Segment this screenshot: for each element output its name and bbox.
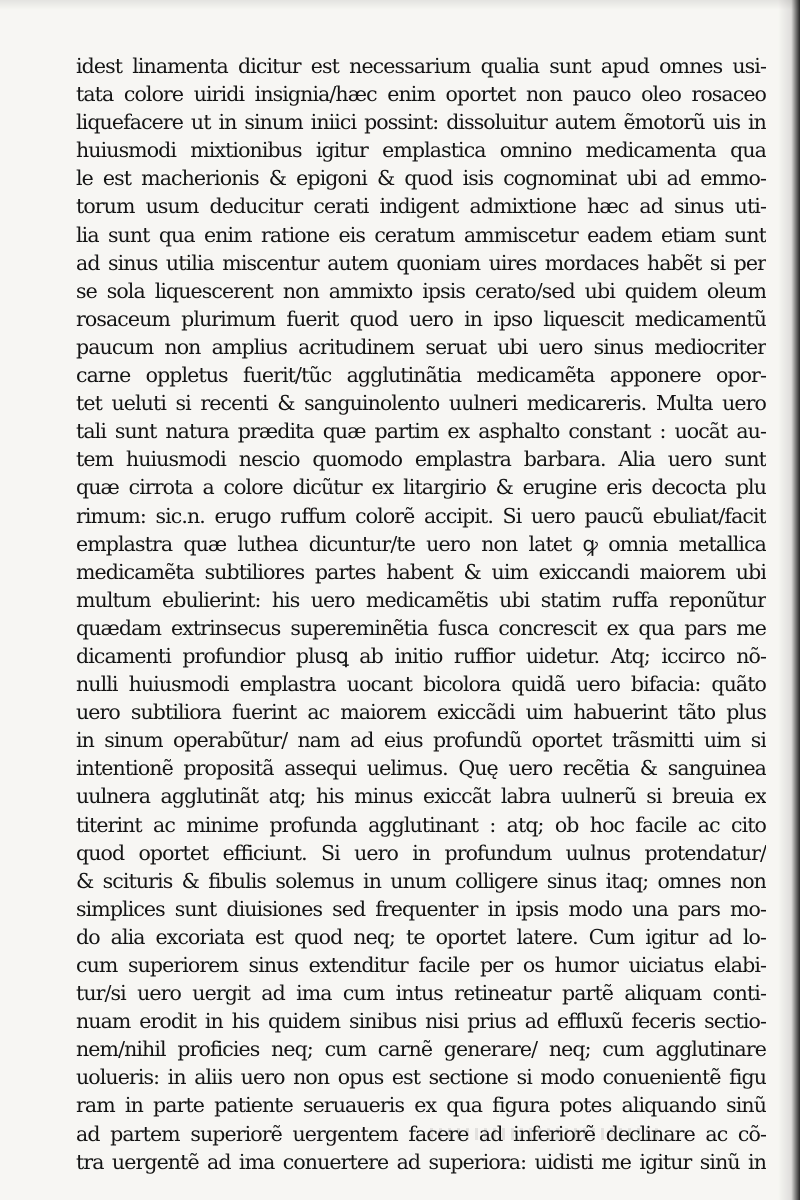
text-line: dicamenti profundior plusꝗ ab initio ruffior uidetur. Atq; iccirco nõ- (76, 643, 766, 668)
text-line: in sinum operabũtur/ nam ad eius profundũ oportet trãsmitti uim si (76, 728, 766, 753)
text-line: rimum: sic.n. erugo ruffum colorẽ accipit. Si uero paucũ ebuliat/facit (76, 503, 766, 528)
text-line: do alia excoriata est quod neq; te oportet latere. Cum igitur ad lo- (76, 924, 766, 949)
text-line: torum usum deducitur cerati indigent admixtione hæc ad sinus uti- (76, 194, 766, 219)
text-line: medicamẽta subtiliores partes habent & uim exiccandi maiorem ubi (76, 559, 766, 584)
text-line: le est macherionis & epigoni & quod isis cognominat ubi ad emmo- (76, 166, 766, 191)
text-line: intentionẽ propositã assequi uelimus. Quę uero recẽtia & sanguinea (76, 756, 766, 781)
text-line: tali sunt natura prædita quæ partim ex asphalto constant : uocãt au- (76, 419, 766, 444)
text-line: ad sinus utilia miscentur autem quoniam uires mordaces habẽt si per (76, 250, 766, 275)
text-line: nem/nihil proficies neq; cum carnẽ generare/ neq; cum agglutinare (76, 1037, 766, 1062)
text-body (76, 52, 766, 1176)
page-gutter-shadow (778, 0, 800, 1200)
text-line: cum superiorem sinus extenditur facile per os humor uiciatus elabi- (76, 953, 766, 977)
text-line: simplices sunt diuisiones sed frequenter in ipsis modo una pars mo- (76, 896, 766, 921)
bleed-through-mark (430, 1128, 660, 1140)
text-line: ram in parte patiente seruaueris ex qua figura potes aliquando sinũ (76, 1093, 766, 1118)
text-line: emplastra quæ luthea dicuntur/te uero non latet ꝙ omnia metallica (76, 531, 766, 556)
text-line: tem huiusmodi nescio quomodo emplastra barbara. Alia uero sunt (76, 447, 766, 472)
page-top-shadow (0, 0, 800, 10)
text-line: carne oppletus fuerit/tũc agglutinãtia medicamẽta apponere opor- (76, 363, 766, 388)
text-line: titerint ac minime profunda agglutinant : atq; ob hoc facile ac cito (76, 812, 766, 837)
text-line: uero subtiliora fuerint ac maiorem exiccãdi uim habuerint tãto plus (76, 700, 766, 725)
text-line: uulnera agglutinãt atq; his minus exiccãt labra uulnerũ si breuia ex (76, 784, 766, 809)
text-line: lia sunt qua enim ratione eis ceratum ammiscetur eadem etiam sunt (76, 222, 766, 247)
text-line: ad partem superiorẽ uergentem facere ad inferiorẽ declinare ac cõ- (76, 1121, 766, 1146)
text-line: quod oportet efficiunt. Si uero in profundum uulnus protendatur/ (76, 840, 766, 865)
text-line: quædam extrinsecus supereminẽtia fusca concrescit ex qua pars me (76, 615, 766, 640)
text-line: multum ebulierint: his uero medicamẽtis ubi statim ruffa reponũtur (76, 587, 766, 612)
text-line: tur/si uero uergit ad ima cum intus retineatur partẽ aliquam conti- (76, 981, 766, 1006)
text-line: idest linamenta dicitur est necessarium qualia sunt apud omnes usi- (76, 54, 766, 78)
text-line: uolueris: in aliis uero non opus est sectione si modo conuenientẽ figu (76, 1065, 766, 1090)
text-line: tra uergentẽ ad ima conuertere ad superiora: uidisti me igitur sinũ in (76, 1149, 766, 1174)
text-line: rosaceum plurimum fuerit quod uero in ipso liquescit medicamentũ (76, 306, 766, 331)
text-line: huiusmodi mixtionibus igitur emplastica omnino medicamenta qua (76, 138, 766, 163)
text-line: tata colore uiridi insignia/hæc enim oportet non pauco oleo rosaceo (76, 82, 766, 107)
text-line: liquefacere ut in sinum iniici possint: dissoluitur autem ẽmotorũ uis in (76, 110, 766, 135)
text-line: nulli huiusmodi emplastra uocant bicolora quidã uero bifacia: quãto (76, 672, 766, 697)
text-line: se sola liquescerent non ammixto ipsis cerato/sed ubi quidem oleum (76, 278, 766, 303)
text-line: & scituris & fibulis solemus in unum colligere sinus itaq; omnes non (76, 868, 766, 893)
text-line: nuam erodit in his quidem sinibus nisi prius ad effluxũ feceris sectio- (76, 1009, 766, 1034)
text-line: tet ueluti si recenti & sanguinolento uulneri medicareris. Multa uero (76, 391, 766, 416)
text-line: paucum non amplius acritudinem seruat ubi uero sinus mediocriter (76, 334, 766, 359)
text-line: quæ cirrota a colore dicũtur ex litargirio & erugine eris decocta plu (76, 475, 766, 500)
